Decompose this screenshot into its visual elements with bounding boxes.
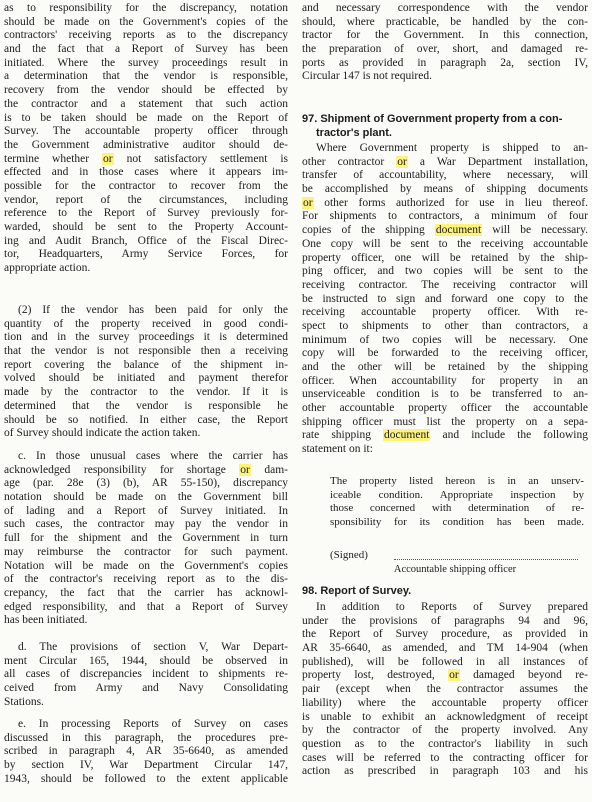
section-heading: 97. Shipment of Government property from a con- [302,113,563,125]
text-line: notation should be made on the Government bill [4,491,288,504]
text-line: For shipments to contractors, a minimum of four [302,210,588,223]
text-line: all cases of discrepancies incident to shipments re- [4,668,288,681]
right-column [302,0,588,802]
text-line: made by the contractor to the vendor. If it is [4,386,288,399]
text-line: is to be taken should be made on the Report of [4,111,288,124]
text-line: of Survey should indicate the action taken. [4,427,201,440]
text-line: may reimburse the contractor for such payment. [4,545,288,558]
text-line: the Report of Survey procedure, as provided in [302,628,588,641]
section-heading: tractor's plant. [316,126,392,139]
quote-line: those concerned with determination of re- [330,502,584,515]
text-line: termine whether or not satisfactory settlement is [4,152,288,165]
signed-line [302,549,588,563]
text-line: edged responsibility, and that a Report of Survey [4,600,288,613]
text-line: possible for the contractor to recover from the [4,179,288,192]
text-line: determined that the vendor is responsible he [4,399,288,412]
text-line: as to responsibility for the discrepancy, notation [4,2,288,14]
section-98-heading [302,585,588,599]
text-line: ceived from Army and Navy Consolidating [4,682,288,695]
text-line: One copy will be sent to the receiving accountable [302,237,588,250]
text-line: ment Circular 165, 1944, should be observed in [4,654,288,667]
text-line: the preparation of over, short, and damaged re- [302,43,588,56]
text-line: and the other will be retained by the shipping [302,361,588,373]
text-line: copies of the shipping document will be necessary. [302,224,588,237]
paragraph-consolidating-stations [4,641,288,709]
text-line: Stations. [4,695,44,708]
text-line: the contractor and a statement that such action [4,97,288,110]
text-line: be instructed to sign and forward one copy to the [302,292,588,305]
text-line: cases will be referred to the contracting officer for [302,751,588,764]
text-line: Where Government property is shipped to an- [316,142,588,154]
text-line: under the provisions of paragraphs 94 and 96, [302,614,588,627]
text-line: property lost, destroyed, or damaged beyond re- [302,669,588,682]
quote-line: sponsibility for its condition has been made. [330,516,584,529]
text-line: or other forms authorized for use in lieu thereof. [303,196,588,209]
text-line: Circular 147 is not required. [302,70,432,83]
text-line: published), will be followed in all instances of [302,655,588,668]
text-line: volved should be initiated and payment therefor [4,372,288,385]
text-line: that the vendor is not responsible then a receiving [4,345,288,358]
text-line: d. The provisions of section V, War Depart- [18,641,288,653]
text-line: age (par. 28e (3) (b), AR 55-150), discrepancy [4,477,288,490]
text-line: acknowledged responsibility for shortage or dam- [4,463,288,476]
text-line: should, where practicable, be handled by the con- [302,15,588,28]
text-line: tractor for the Government. In this connection, [302,29,588,42]
paragraph-vendor-paid [4,304,288,441]
text-line: c. In those unusual cases where the carrier has [18,450,288,462]
text-line: copy will be forwarded to the receiving officer, [302,347,588,360]
paragraph-carrier-shortage [4,450,288,628]
text-line: discussed in this paragraph, the procedures pre- [4,731,288,744]
text-line: Notation will be made on the Government's copies [4,559,288,572]
search-highlight: document [435,224,482,237]
text-line: other accountable property officer the accountable [302,402,588,415]
text-line: transfer of accountability, where necessary, will [302,169,588,182]
text-line: In addition to Reports of Survey prepared [316,601,588,613]
text-line: unserviceable condition is to be transferred to an- [302,388,588,401]
search-highlight: or [240,463,250,476]
text-line: ing and Audit Branch, Office of the Fiscal Direc- [4,234,288,247]
text-line: rate shipping document and include the following [302,429,588,442]
text-line: warded, should be sent to the Property Account- [4,221,288,233]
text-line: liability) where the accountable property officer [302,696,588,709]
text-line: scribed in paragraph 4, AR 35-6640, as amended [4,745,288,758]
search-highlight: or [449,669,459,682]
quote-line: iceable condition. Appropriate inspection by [330,488,584,501]
text-line: tor, Headquarters, Army Service Forces, for [4,248,288,261]
text-line: spect to shipments to other than contractors, a [302,319,588,332]
paragraph-vendor-correspondence [302,2,588,84]
text-line: recovery from the vendor should be effected by [4,84,288,97]
text-line: action as prescribed in paragraph 103 and his [302,765,588,778]
text-line: pair (except when the contractor assumes the [302,683,588,696]
text-line: the Government administrative auditor should de- [4,138,288,151]
text-line: shipping officer must list the property on a sepa- [302,415,588,428]
text-line: of the contractor's receiving report as to the dis- [4,573,288,586]
quoted-statement [302,475,588,530]
text-line: of lading and a Report of Survey initiated. In [4,504,288,517]
text-line: full for the shipment and the Government in turn [4,532,288,545]
text-line: crepancy, the fact that the carrier has acknowl- [4,586,288,599]
text-line: e. In processing Reports of Survey on cases [18,718,288,730]
text-line: ports as provided in paragraph 2a, section IV, [302,56,588,69]
text-line: report covering the balance of the shipment in- [4,358,288,371]
text-line: and necessary correspondence with the vendor [302,2,588,14]
section-97-body [302,142,588,457]
text-line: tion and in the survey proceedings it is determined [4,331,288,344]
text-line: initiated. Where the survey proceedings result in [4,56,288,69]
section-97-heading [302,113,588,140]
text-line: (2) If the vendor has been paid for only the [18,304,288,316]
text-line: reference to the Report of Survey previously for- [4,207,288,220]
quote-line: The property listed hereon is in an unserv- [330,475,584,487]
text-line: such cases, the contractor may pay the vendor in [4,518,288,531]
paragraph-discrepancy-notation [4,2,288,276]
text-line: and the fact that a Report of Survey has been [4,43,288,56]
text-line: a determination that the vendor is responsible, [4,70,288,83]
text-line: Survey. The accountable property officer through [4,125,288,138]
text-line: is unable to exhibit an acknowledgment of receipt [302,710,588,723]
signature-block [302,549,588,576]
signature-rule [394,559,578,560]
text-line: contractors' receiving reports as to the discrepancy [4,29,288,42]
text-line: be accomplished by means of shipping documents [302,183,588,196]
text-line: by the contractor of the property involved. Any [302,724,588,737]
text-line: 1943, should be followed to the extent applicable [4,772,288,785]
text-line: minimum of two copies will be necessary. One [302,333,588,346]
text-line: other contractor or a War Department installation, [302,155,588,168]
text-line: AR 35-6640, as amended, and TM 14-904 (when [302,642,588,655]
search-highlight: or [103,152,113,165]
section-heading: 98. Report of Survey. [302,585,412,597]
left-column [4,0,288,802]
text-line: statement on it: [302,443,373,456]
text-line: should be made on the Government's copies of the [4,15,288,28]
signature-caption: Accountable shipping officer [393,563,517,575]
signed-label: (Signed) [330,549,368,561]
text-line: quantity of the property received in good condi- [4,317,288,330]
search-highlight: or [303,196,313,209]
text-line: by section IV, War Department Circular 147, [4,759,288,772]
text-line: property officer, one will be retained by the ship- [302,251,588,264]
text-line: vendor, report of the circumstances, including [4,193,288,206]
text-line: effected and in those cases where it appears im- [4,166,288,179]
paragraph-processing-reports [4,718,288,786]
text-line: officer. When accountability for property in an [302,374,588,387]
text-line: ping officer, and two copies will be sent to the [302,265,588,278]
text-line: receiving accountable property officer. With re- [302,306,588,319]
section-98-body [302,601,588,779]
text-line: receiving contractor. The receiving contractor will [302,278,588,291]
search-highlight: or [397,155,407,168]
search-highlight: document [384,429,430,442]
text-line: appropriate action. [4,262,91,275]
text-line: has been initiated. [4,614,88,627]
text-line: should be so notified. In either case, the Report [4,413,288,426]
text-line: question as to the contractor's liability in such [302,737,588,750]
